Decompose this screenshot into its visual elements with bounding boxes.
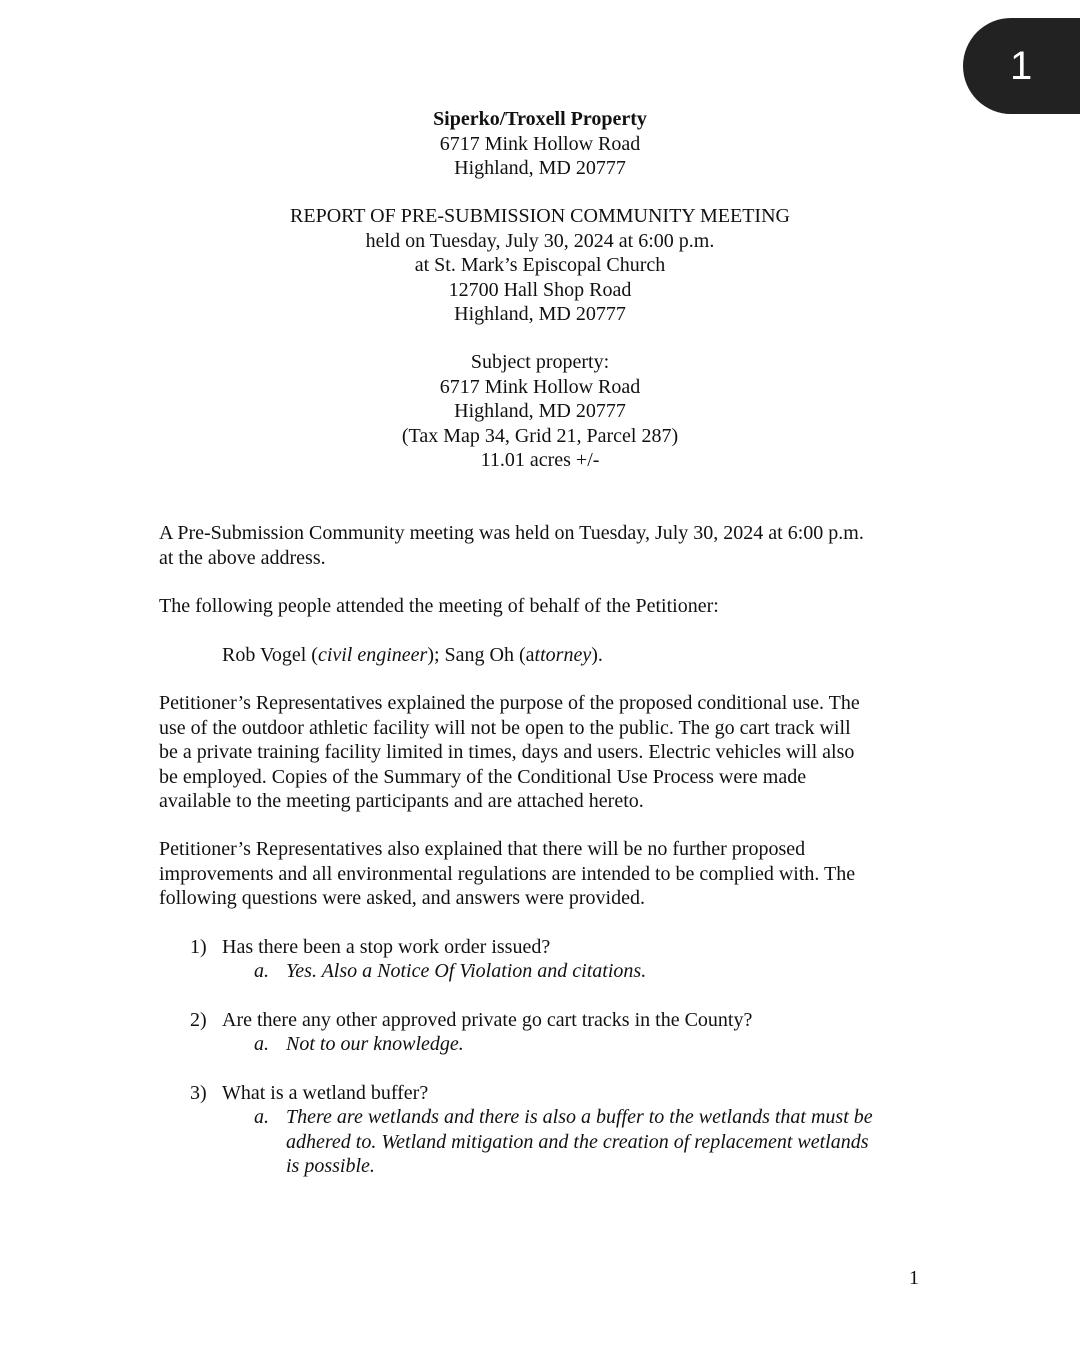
- answer-line: Not to our knowledge.: [286, 1033, 464, 1055]
- intro-paragraph: [159, 521, 919, 570]
- improvements-line: improvements and all environmental regulations are intended to be complied with. The: [159, 862, 856, 885]
- report-held-on: held on Tuesday, July 30, 2024 at 6:00 p.m.: [365, 229, 715, 252]
- improvements-paragraph: [159, 837, 919, 911]
- page-badge-number: 1: [1010, 44, 1033, 88]
- attendee-role-1: civil engineer: [317, 644, 428, 666]
- purpose-line: be a private training facility limited in times, days and users. Electric vehicles will also: [159, 741, 855, 763]
- answer-line: adhered to. Wetland mitigation and the creation of replacement wetlands: [286, 1130, 869, 1153]
- answer-letter: a.: [254, 960, 269, 982]
- attendee-end: ).: [591, 644, 603, 666]
- improvements-line: Petitioner’s Representatives also explained that there will be no further proposed: [159, 838, 806, 860]
- answer-text: [286, 959, 646, 984]
- answer-line: Yes. Also a Notice Of Violation and citations.: [286, 960, 647, 982]
- property-address-line2: Highland, MD 20777: [454, 157, 626, 179]
- purpose-line: Petitioner’s Representatives explained the purpose of the proposed conditional use. The: [159, 692, 860, 714]
- property-address-line1: 6717 Mink Hollow Road: [439, 132, 641, 155]
- answer-letter: a.: [254, 1106, 269, 1128]
- question-text: Has there been a stop work order issued?: [222, 936, 551, 958]
- answer-line: is possible.: [286, 1155, 375, 1177]
- attendee-separator: ); Sang Oh (a: [427, 644, 535, 666]
- question-text: Are there any other approved private go cart tracks in the County?: [222, 1009, 753, 1031]
- question-number: 3): [190, 1082, 207, 1104]
- question-text: What is a wetland buffer?: [222, 1082, 429, 1104]
- intro-line: A Pre-Submission Community meeting was held on Tuesday, July 30, 2024 at 6:00 p.m.: [159, 522, 864, 544]
- answer-letter: a.: [254, 1033, 269, 1055]
- report-location: at St. Mark’s Episcopal Church: [414, 254, 666, 276]
- question-number: 1): [190, 936, 207, 958]
- property-header: [0, 107, 1080, 181]
- report-heading: REPORT OF PRE-SUBMISSION COMMUNITY MEETING: [290, 205, 790, 227]
- purpose-line: available to the meeting participants and are attached hereto.: [159, 790, 644, 812]
- attendees-line: [222, 643, 603, 668]
- answer-text: [286, 1032, 464, 1057]
- purpose-line: be employed. Copies of the Summary of the Conditional Use Process were made: [159, 765, 807, 788]
- purpose-paragraph: [159, 691, 919, 814]
- report-city: Highland, MD 20777: [454, 303, 626, 325]
- improvements-line: following questions were asked, and answers were provided.: [159, 887, 645, 909]
- answer-text: [286, 1105, 873, 1179]
- subject-tax-map: (Tax Map 34, Grid 21, Parcel 287): [401, 424, 679, 447]
- subject-label: Subject property:: [470, 351, 610, 373]
- attendee-name-1: Rob Vogel (: [222, 644, 318, 666]
- page-badge: [963, 18, 1080, 114]
- attendance-intro: [159, 594, 919, 619]
- subject-acreage: 11.01 acres +/-: [480, 449, 600, 471]
- subject-property-block: [0, 350, 1080, 473]
- question-number: 2): [190, 1009, 207, 1031]
- report-heading-block: [0, 204, 1080, 327]
- subject-city: Highland, MD 20777: [454, 400, 626, 422]
- purpose-line: use of the outdoor athletic facility will not be open to the public. The go cart track will: [159, 716, 851, 739]
- attendee-role-2: ttorney: [534, 644, 592, 666]
- page-number: 1: [909, 1267, 919, 1289]
- report-street: 12700 Hall Shop Road: [448, 278, 632, 301]
- attendance-intro-text: The following people attended the meeting of behalf of the Petitioner:: [159, 595, 719, 617]
- intro-line: at the above address.: [159, 546, 326, 569]
- subject-street: 6717 Mink Hollow Road: [439, 375, 641, 398]
- answer-line: There are wetlands and there is also a buffer to the wetlands that must be: [286, 1106, 873, 1128]
- property-title: Siperko/Troxell Property: [433, 108, 647, 130]
